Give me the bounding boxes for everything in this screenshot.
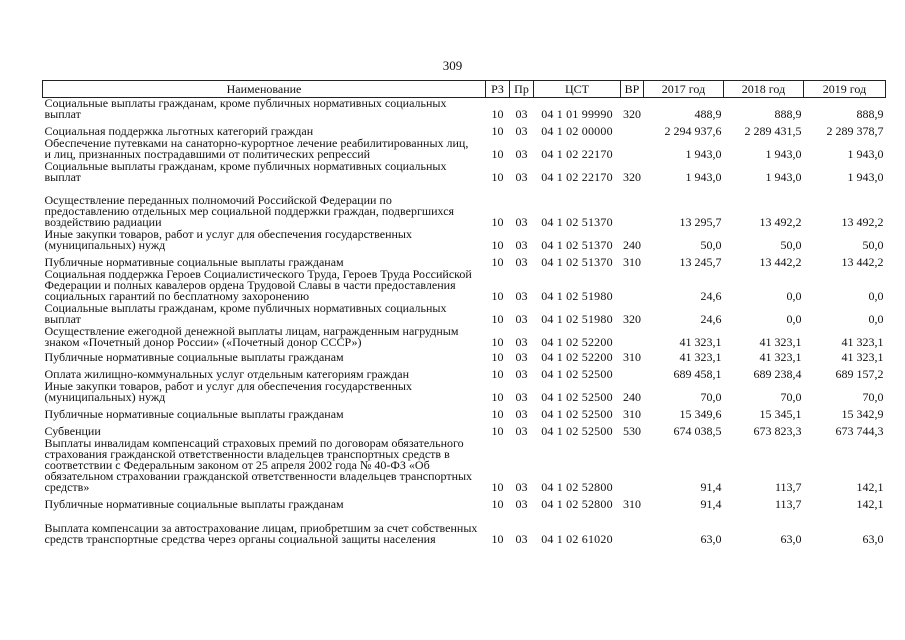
row-vr — [621, 438, 644, 494]
row-name: Социальные выплаты гражданам, кроме публичных нормативных социальных выплат — [44, 301, 447, 326]
row-vr: 530 — [623, 424, 641, 438]
row-2017: 1 943,0 — [685, 147, 722, 161]
row-2018: 15 345,1 — [759, 407, 802, 421]
row-rz: 10 — [491, 350, 504, 364]
row-2018: 50,0 — [780, 238, 802, 252]
row-pr: 03 — [515, 107, 528, 121]
row-pr: 03 — [515, 238, 528, 252]
header-2019: 2019 год — [804, 81, 886, 98]
row-2019: 41 323,1 — [841, 350, 884, 364]
row-pr: 03 — [515, 532, 528, 546]
table-row — [43, 404, 886, 421]
row-name: Публичные нормативные социальные выплаты гражданам — [44, 407, 344, 421]
table-row — [43, 229, 886, 252]
table-row — [43, 326, 886, 349]
row-pr: 03 — [515, 390, 528, 404]
row-cst: 04 1 02 51980 — [541, 289, 613, 303]
row-name: Публичные нормативные социальные выплаты гражданам — [44, 350, 344, 364]
row-rz: 10 — [491, 312, 504, 326]
table-row — [43, 184, 886, 229]
row-pr: 03 — [515, 170, 528, 184]
row-cst: 04 1 02 22170 — [541, 170, 613, 184]
table-row — [43, 161, 886, 184]
row-pr: 03 — [515, 255, 528, 269]
row-cst: 04 1 02 52500 — [541, 367, 613, 381]
row-vr — [621, 511, 644, 546]
row-vr: 310 — [623, 255, 641, 269]
row-name: Обеспечение путевками на санаторно-курортное лечение реабилитированных лиц, и лиц, признанных пострадавшими от политических репрессий — [44, 136, 469, 161]
row-2019: 689 157,2 — [835, 367, 884, 381]
row-2017: 2 294 937,6 — [664, 124, 722, 138]
row-2018: 41 323,1 — [759, 350, 802, 364]
row-vr: 240 — [623, 390, 641, 404]
row-rz: 10 — [491, 390, 504, 404]
row-2019: 673 744,3 — [835, 424, 884, 438]
row-cst: 04 1 01 99990 — [541, 107, 613, 121]
row-2018: 2 289 431,5 — [744, 124, 802, 138]
row-2017: 91,4 — [700, 480, 722, 494]
row-cst: 04 1 02 52500 — [541, 407, 613, 421]
row-2019: 1 943,0 — [847, 147, 884, 161]
row-2019: 888,9 — [856, 107, 884, 121]
row-name: Публичные нормативные социальные выплаты гражданам — [44, 497, 344, 511]
row-2018: 63,0 — [780, 532, 802, 546]
table-row — [43, 381, 886, 404]
row-rz: 10 — [491, 255, 504, 269]
row-name: Социальная поддержка Героев Социалистического Труда, Героев Труда Российской Федерации и полных кавалеров ордена Трудовой Славы в части предоставления социальных гарантий по бесплатному захоронению — [44, 267, 472, 303]
row-2017: 13 295,7 — [679, 215, 722, 229]
header-pr: Пр — [510, 81, 534, 98]
row-2018: 41 323,1 — [759, 335, 802, 349]
row-pr: 03 — [515, 424, 528, 438]
row-rz: 10 — [491, 147, 504, 161]
row-cst: 04 1 02 00000 — [541, 124, 613, 138]
row-2017: 41 323,1 — [679, 335, 722, 349]
row-2018: 13 442,2 — [759, 255, 802, 269]
row-2018: 888,9 — [774, 107, 802, 121]
row-2017: 50,0 — [700, 238, 722, 252]
row-name: Иные закупки товаров, работ и услуг для обеспечения государственных (муниципальных) нужд — [44, 227, 412, 252]
page-number: 309 — [442, 58, 463, 73]
row-pr: 03 — [515, 124, 528, 138]
row-2017: 488,9 — [694, 107, 722, 121]
row-name: Выплата компенсации за автострахование лицам, приобретшим за счет собственных средств транспортные средства через органы социальной защиты населения — [44, 521, 478, 546]
row-name: Выплаты инвалидам компенсаций страховых премий по договорам обязательного страхования гражданской ответственности владельцев транспортных средств в соответствии с Федеральным законом от 25 апреля 2002 года № 40-ФЗ «Об обязательном страховании гражданской ответственности владельцев транспортных средств» — [44, 436, 473, 494]
row-name: Осуществление ежегодной денежной выплаты лицам, награжденным нагрудным знаком «Почетный донор России» («Почетный донор СССР») — [44, 324, 459, 349]
row-name: Социальные выплаты гражданам, кроме публичных нормативных социальных выплат — [44, 96, 447, 121]
header-rz: РЗ — [486, 81, 510, 98]
row-cst: 04 1 02 52200 — [541, 335, 613, 349]
row-vr — [621, 364, 644, 381]
row-pr: 03 — [515, 480, 528, 494]
row-2019: 70,0 — [862, 390, 884, 404]
row-rz: 10 — [491, 407, 504, 421]
row-2019: 1 943,0 — [847, 170, 884, 184]
budget-table — [42, 80, 886, 546]
row-cst: 04 1 02 52800 — [541, 480, 613, 494]
row-cst: 04 1 02 52200 — [541, 350, 613, 364]
row-2018: 0,0 — [786, 312, 802, 326]
row-2017: 70,0 — [700, 390, 722, 404]
row-cst: 04 1 02 51370 — [541, 215, 613, 229]
row-2018: 113,7 — [774, 480, 802, 494]
row-2019: 13 442,2 — [841, 255, 884, 269]
table-header-row — [43, 81, 886, 98]
row-rz: 10 — [491, 124, 504, 138]
row-pr: 03 — [515, 147, 528, 161]
row-2017: 689 458,1 — [673, 367, 722, 381]
row-vr: 310 — [623, 497, 641, 511]
row-2019: 13 492,2 — [841, 215, 884, 229]
header-cst: ЦСТ — [534, 81, 621, 98]
row-2019: 0,0 — [868, 312, 884, 326]
row-2019: 0,0 — [868, 289, 884, 303]
row-rz: 10 — [491, 238, 504, 252]
row-pr: 03 — [515, 497, 528, 511]
row-rz: 10 — [491, 367, 504, 381]
table-row — [43, 494, 886, 511]
row-vr — [621, 184, 644, 229]
row-cst: 04 1 02 52500 — [541, 424, 613, 438]
row-vr: 310 — [623, 350, 641, 364]
row-2018: 70,0 — [780, 390, 802, 404]
row-2017: 63,0 — [700, 532, 722, 546]
row-2018: 1 943,0 — [765, 170, 802, 184]
row-2018: 13 492,2 — [759, 215, 802, 229]
row-cst: 04 1 02 51980 — [541, 312, 613, 326]
table-row — [43, 269, 886, 303]
table-row — [43, 511, 886, 546]
row-2018: 0,0 — [786, 289, 802, 303]
table-row — [43, 303, 886, 326]
row-name: Осуществление переданных полномочий Российской Федерации по предоставлению отдельных мер социальной поддержки граждан, подвергшихся воздействию радиации — [44, 193, 455, 229]
row-2017: 41 323,1 — [679, 350, 722, 364]
row-2017: 1 943,0 — [685, 170, 722, 184]
table-body — [43, 98, 886, 547]
row-vr — [621, 269, 644, 303]
row-2018: 673 823,3 — [753, 424, 802, 438]
row-vr: 310 — [623, 407, 641, 421]
row-cst: 04 1 02 52800 — [541, 497, 613, 511]
header-2018: 2018 год — [724, 81, 804, 98]
row-cst: 04 1 02 51370 — [541, 255, 613, 269]
row-2017: 15 349,6 — [679, 407, 722, 421]
row-2017: 24,6 — [700, 312, 722, 326]
row-vr: 320 — [623, 312, 641, 326]
table-row — [43, 138, 886, 161]
row-rz: 10 — [491, 215, 504, 229]
table-row — [43, 349, 886, 364]
header-2017: 2017 год — [644, 81, 724, 98]
row-2018: 1 943,0 — [765, 147, 802, 161]
row-name: Субвенции — [44, 424, 101, 438]
row-pr: 03 — [515, 215, 528, 229]
row-2018: 113,7 — [774, 497, 802, 511]
row-vr: 320 — [623, 107, 641, 121]
row-2019: 41 323,1 — [841, 335, 884, 349]
row-rz: 10 — [491, 424, 504, 438]
row-rz: 10 — [491, 289, 504, 303]
row-pr: 03 — [515, 350, 528, 364]
row-pr: 03 — [515, 312, 528, 326]
row-2017: 674 038,5 — [673, 424, 722, 438]
row-cst: 04 1 02 61020 — [541, 532, 613, 546]
table-row — [43, 98, 886, 122]
row-2017: 91,4 — [700, 497, 722, 511]
row-2019: 142,1 — [856, 497, 884, 511]
row-cst: 04 1 02 22170 — [541, 147, 613, 161]
row-vr — [621, 138, 644, 161]
row-rz: 10 — [491, 532, 504, 546]
row-2017: 24,6 — [700, 289, 722, 303]
table-row — [43, 438, 886, 494]
row-rz: 10 — [491, 480, 504, 494]
row-cst: 04 1 02 51370 — [541, 238, 613, 252]
row-2019: 63,0 — [862, 532, 884, 546]
row-2019: 50,0 — [862, 238, 884, 252]
row-pr: 03 — [515, 367, 528, 381]
row-pr: 03 — [515, 335, 528, 349]
row-rz: 10 — [491, 107, 504, 121]
row-vr: 240 — [623, 238, 641, 252]
row-2017: 13 245,7 — [679, 255, 722, 269]
row-name: Социальные выплаты гражданам, кроме публичных нормативных социальных выплат — [44, 159, 447, 184]
header-vr: ВР — [621, 81, 644, 98]
row-vr: 320 — [623, 170, 641, 184]
row-name: Публичные нормативные социальные выплаты гражданам — [44, 255, 344, 269]
row-2018: 689 238,4 — [753, 367, 802, 381]
row-rz: 10 — [491, 497, 504, 511]
row-name: Социальная поддержка льготных категорий граждан — [44, 124, 314, 138]
row-pr: 03 — [515, 407, 528, 421]
row-rz: 10 — [491, 335, 504, 349]
row-pr: 03 — [515, 289, 528, 303]
header-name: Наименование — [43, 81, 486, 98]
row-name: Иные закупки товаров, работ и услуг для обеспечения государственных (муниципальных) нужд — [44, 379, 412, 404]
row-vr — [621, 326, 644, 349]
row-2019: 15 342,9 — [841, 407, 884, 421]
row-2019: 142,1 — [856, 480, 884, 494]
row-2019: 2 289 378,7 — [826, 124, 884, 138]
row-cst: 04 1 02 52500 — [541, 390, 613, 404]
row-rz: 10 — [491, 170, 504, 184]
row-name: Оплата жилищно-коммунальных услуг отдельным категориям граждан — [44, 367, 409, 381]
row-vr — [621, 121, 644, 138]
